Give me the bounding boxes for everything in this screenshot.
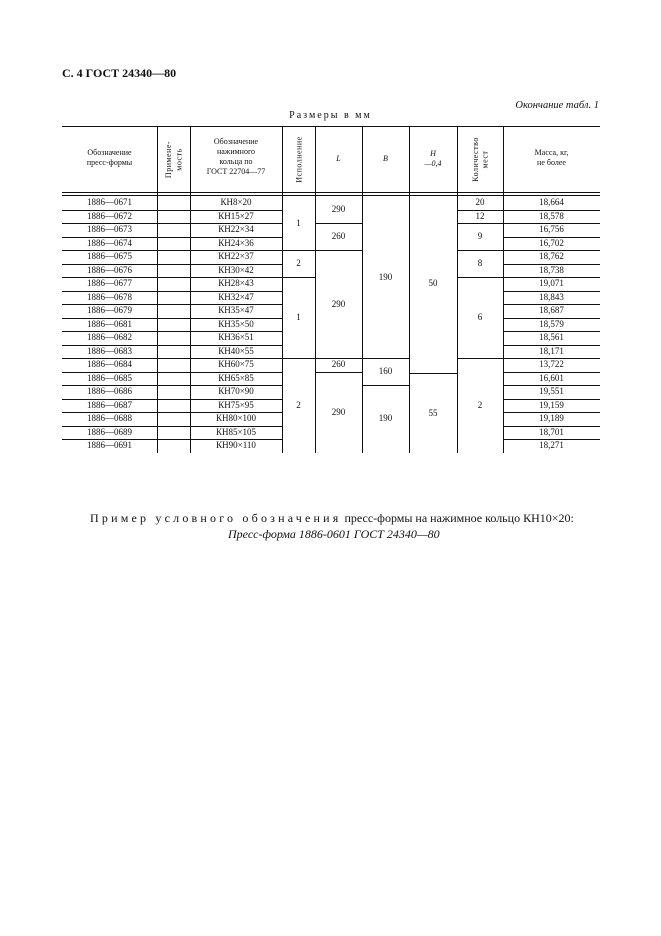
header-L — [315, 154, 362, 164]
merged-L-value: 290 — [331, 406, 346, 417]
row-rule — [62, 318, 157, 319]
body-column-rule — [157, 196, 158, 453]
row-rule — [190, 372, 282, 373]
row-rule — [157, 264, 190, 265]
row-designation: 1886—0691 — [87, 440, 132, 450]
row-rule — [62, 250, 157, 251]
row-mass: 18,171 — [539, 345, 564, 356]
row-designation: 1886—0684 — [87, 359, 132, 369]
row-rule — [190, 412, 282, 413]
row-mass: 18,738 — [539, 264, 564, 275]
row-designation: 1886—0676 — [87, 264, 132, 275]
row-rule — [62, 426, 157, 427]
row-rule — [190, 358, 282, 359]
row-rule — [503, 385, 600, 386]
row-rule — [503, 277, 600, 278]
row-rule — [157, 250, 190, 251]
row-mass: 18,762 — [539, 251, 564, 261]
row-designation: 1886—0689 — [87, 426, 132, 437]
row-mass: 19,551 — [539, 386, 564, 396]
table-top-rule — [62, 126, 600, 127]
row-mass: 16,702 — [539, 237, 564, 248]
merged-places-value: 9 — [477, 231, 483, 241]
row-ring-designation: КН15×27 — [218, 210, 254, 221]
row-mass: 13,722 — [539, 359, 564, 369]
row-rule — [157, 345, 190, 346]
header-column-rule — [457, 126, 458, 195]
row-rule — [62, 385, 157, 386]
row-rule — [190, 385, 282, 386]
row-rule — [503, 426, 600, 427]
row-ring-designation: КН36×51 — [218, 332, 254, 342]
row-ring-designation: КН30×42 — [218, 264, 254, 275]
row-rule — [503, 291, 600, 292]
row-rule — [190, 223, 282, 224]
row-mass: 16,756 — [539, 224, 564, 234]
row-rule — [157, 331, 190, 332]
row-rule — [157, 426, 190, 427]
header-ring-designation-line: кольца по — [219, 157, 253, 166]
example-designation: Пресс-форма 1886-0601 ГОСТ 24340—80 — [228, 527, 440, 541]
page-header: С. 4 ГОСТ 24340—80 — [62, 66, 177, 80]
header-applicability: Примене- — [164, 140, 174, 178]
row-rule — [157, 399, 190, 400]
row-ring-designation: КН60×75 — [218, 359, 254, 369]
row-designation: 1886—0671 — [87, 197, 132, 207]
row-rule — [503, 210, 600, 211]
row-rule — [503, 250, 600, 251]
merged-B-value: 190 — [378, 413, 393, 423]
row-rule — [157, 372, 190, 373]
row-ring-designation: КН40×55 — [218, 345, 254, 356]
row-rule — [190, 345, 282, 346]
row-mass: 18,701 — [539, 426, 564, 437]
merged-places-value: 6 — [477, 312, 483, 322]
row-rule — [503, 412, 600, 413]
row-rule — [503, 358, 600, 359]
example-spaced-text: Пример условного обозначения — [90, 511, 342, 525]
row-rule — [62, 331, 157, 332]
row-rule — [503, 304, 600, 305]
row-ring-designation: КН22×37 — [218, 251, 254, 261]
row-rule — [62, 210, 157, 211]
row-designation: 1886—0681 — [87, 318, 132, 329]
example-rest-text: пресс-формы на нажимное кольцо КН10×20: — [341, 511, 574, 525]
row-rule — [190, 318, 282, 319]
row-rule — [157, 412, 190, 413]
header-designation-line: пресс-формы — [86, 158, 133, 167]
header-mass-line: не более — [537, 158, 566, 167]
header-ring-designation-line: нажимного — [216, 147, 256, 156]
header-column-rule — [157, 126, 158, 195]
row-designation: 1886—0679 — [87, 305, 132, 315]
header-bottom-rule — [62, 192, 600, 193]
row-mass: 19,071 — [539, 278, 564, 288]
row-mass: 19,189 — [539, 413, 564, 423]
row-mass: 18,579 — [539, 318, 564, 329]
row-mass: 18,271 — [539, 440, 564, 450]
row-designation: 1886—0686 — [87, 386, 132, 396]
row-rule — [62, 372, 157, 373]
row-rule — [190, 426, 282, 427]
row-rule — [157, 385, 190, 386]
merged-version-value: 1 — [296, 218, 301, 228]
row-rule — [62, 277, 157, 278]
row-mass: 18,687 — [539, 305, 564, 315]
header-places: Количество — [470, 136, 480, 182]
row-mass: 16,601 — [539, 372, 564, 383]
row-rule — [190, 277, 282, 278]
row-rule — [503, 264, 600, 265]
row-mass: 18,578 — [539, 210, 564, 221]
header-version: Исполнение — [294, 135, 304, 183]
header-mass — [503, 148, 600, 168]
row-rule — [503, 318, 600, 319]
row-rule — [62, 439, 157, 440]
merged-version-value: 1 — [296, 312, 301, 322]
row-designation: 1886—0682 — [87, 332, 132, 342]
row-ring-designation: КН90×110 — [216, 440, 256, 450]
row-rule — [62, 291, 157, 292]
header-ring-designation-line: ГОСТ 22704—77 — [206, 167, 266, 176]
row-ring-designation: КН35×50 — [218, 318, 254, 329]
merged-L-value: 290 — [331, 204, 346, 214]
row-ring-designation: КН28×43 — [218, 278, 254, 288]
row-mass: 18,843 — [539, 291, 564, 302]
row-designation: 1886—0688 — [87, 413, 132, 423]
row-rule — [190, 237, 282, 238]
row-rule — [62, 304, 157, 305]
row-ring-designation: КН70×90 — [218, 386, 254, 396]
example-line — [90, 511, 574, 526]
merged-places-value: 20 — [475, 197, 485, 207]
row-rule — [190, 304, 282, 305]
row-ring-designation: КН80×100 — [215, 413, 257, 423]
row-rule — [157, 304, 190, 305]
row-rule — [62, 345, 157, 346]
header-places: мест — [480, 150, 490, 168]
header-ring-designation-line: Обозначение — [213, 137, 259, 146]
merged-places-value: 2 — [477, 400, 483, 410]
row-designation: 1886—0678 — [87, 291, 132, 302]
row-designation: 1886—0675 — [87, 251, 132, 261]
row-rule — [503, 399, 600, 400]
row-rule — [62, 358, 157, 359]
row-rule — [503, 345, 600, 346]
row-designation: 1886—0687 — [87, 399, 132, 410]
header-designation — [62, 148, 157, 168]
merged-places-value: 12 — [475, 210, 485, 221]
row-rule — [157, 318, 190, 319]
header-H — [409, 149, 457, 169]
row-rule — [503, 237, 600, 238]
units-label: Размеры в мм — [289, 110, 372, 121]
row-designation: 1886—0673 — [87, 224, 132, 234]
merged-B-value: 160 — [378, 366, 393, 376]
header-applicability: мость — [174, 147, 184, 171]
row-rule — [62, 223, 157, 224]
merged-L-value: 290 — [331, 299, 346, 309]
header-column-rule — [282, 126, 283, 195]
merged-places-value: 8 — [477, 258, 483, 268]
row-mass: 18,664 — [539, 197, 564, 207]
merged-L-value: 260 — [331, 359, 346, 369]
header-H-line: —0,4 — [424, 159, 442, 168]
merged-H-value: 55 — [428, 407, 438, 418]
merged-L-value: 260 — [331, 231, 346, 241]
merged-B-value: 190 — [378, 272, 393, 282]
merged-H-value: 50 — [428, 278, 438, 288]
row-ring-designation: КН32×47 — [218, 291, 254, 302]
row-ring-designation: КН24×36 — [218, 237, 254, 248]
row-rule — [62, 237, 157, 238]
body-column-rule — [190, 196, 191, 453]
header-H-line: H — [430, 149, 436, 158]
row-designation: 1886—0674 — [87, 237, 132, 248]
row-rule — [157, 237, 190, 238]
row-rule — [62, 412, 157, 413]
row-mass: 18,561 — [539, 332, 564, 342]
row-rule — [157, 223, 190, 224]
row-rule — [503, 372, 600, 373]
row-rule — [190, 331, 282, 332]
table-caption: Окончание табл. 1 — [515, 100, 599, 111]
header-B — [362, 154, 409, 164]
header-ring-designation — [190, 137, 282, 177]
row-ring-designation: КН75×95 — [218, 399, 254, 410]
row-ring-designation: КН22×34 — [218, 224, 254, 234]
row-ring-designation: КН35×47 — [218, 305, 254, 315]
row-rule — [157, 291, 190, 292]
header-mass-line: Масса, кг, — [534, 148, 569, 157]
row-rule — [190, 291, 282, 292]
row-designation: 1886—0677 — [87, 278, 132, 288]
row-rule — [190, 399, 282, 400]
row-ring-designation: КН85×105 — [215, 426, 257, 437]
row-designation: 1886—0672 — [87, 210, 132, 221]
header-L-line: L — [336, 154, 341, 163]
header-B-line: B — [383, 154, 388, 163]
body-column-rule — [503, 196, 504, 453]
row-rule — [190, 264, 282, 265]
header-designation-line: Обозначение — [87, 148, 132, 157]
row-rule — [157, 358, 190, 359]
row-rule — [157, 277, 190, 278]
row-rule — [157, 210, 190, 211]
merged-version-value: 2 — [296, 400, 301, 410]
row-rule — [503, 331, 600, 332]
row-rule — [503, 439, 600, 440]
row-rule — [190, 250, 282, 251]
row-rule — [157, 439, 190, 440]
row-rule — [190, 210, 282, 211]
row-designation: 1886—0685 — [87, 372, 132, 383]
row-rule — [62, 264, 157, 265]
row-mass: 19,159 — [539, 399, 564, 410]
row-rule — [190, 439, 282, 440]
row-rule — [62, 399, 157, 400]
row-ring-designation: КН8×20 — [220, 197, 252, 207]
merged-version-value: 2 — [296, 258, 301, 268]
row-ring-designation: КН65×85 — [218, 372, 254, 383]
row-rule — [503, 223, 600, 224]
row-designation: 1886—0683 — [87, 345, 132, 356]
